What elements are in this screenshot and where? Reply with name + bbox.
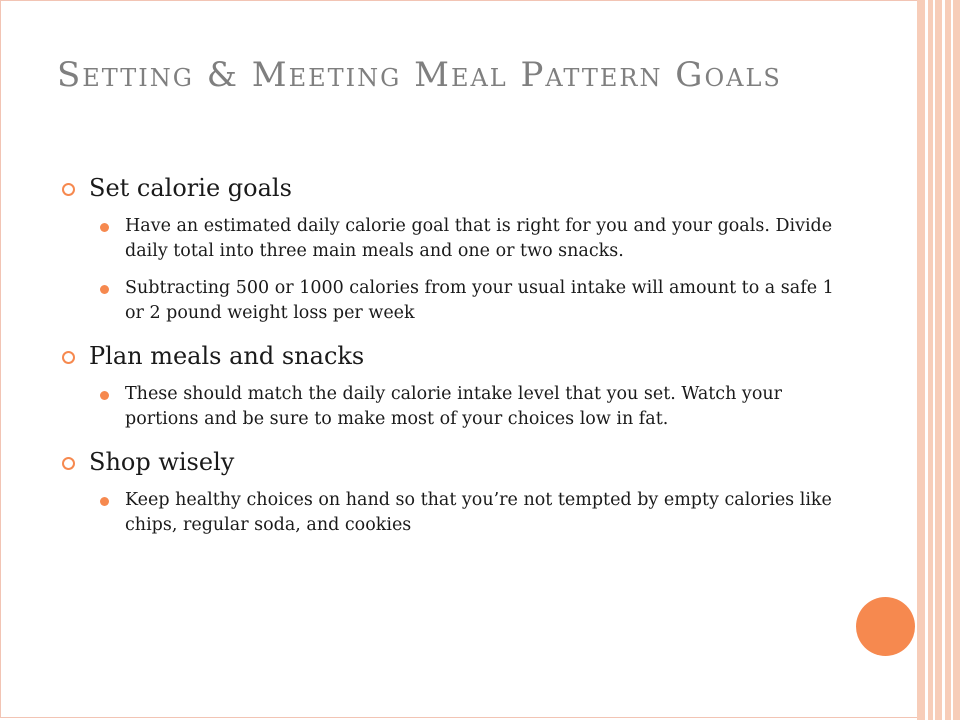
dot-bullet-icon	[100, 497, 109, 506]
bullet-text: Keep healthy choices on hand so that you’re not tempted by empty calories like chips, regular soda, and cookies	[125, 490, 832, 535]
bullet-text: These should match the daily calorie intake level that you set. Watch your portions and be sure to make most of your choices low in fat.	[125, 384, 782, 429]
slide-body	[62, 172, 852, 550]
section-heading	[62, 172, 852, 204]
bullet-item	[62, 382, 852, 432]
side-band-stripe	[925, 0, 928, 720]
section-heading-text: Shop wisely	[89, 448, 235, 476]
section-heading-text: Plan meals and snacks	[89, 342, 365, 370]
section-heading-text: Set calorie goals	[89, 174, 292, 202]
ring-bullet-icon	[62, 183, 75, 196]
bullet-text: Have an estimated daily calorie goal that is right for you and your goals. Divide daily total into three main meals and one or two snacks.	[125, 216, 833, 261]
dot-bullet-icon	[100, 391, 109, 400]
decorative-circle	[856, 597, 915, 656]
ring-bullet-icon	[62, 457, 75, 470]
slide-title: Setting & Meeting Meal Pattern Goals	[57, 55, 782, 95]
dot-bullet-icon	[100, 223, 109, 232]
bullet-item	[62, 276, 852, 326]
bullet-text: Subtracting 500 or 1000 calories from your usual intake will amount to a safe 1 or 2 pound weight loss per week	[125, 278, 834, 323]
dot-bullet-icon	[100, 285, 109, 294]
section-heading	[62, 340, 852, 372]
side-band-stripe	[951, 0, 953, 720]
section-heading	[62, 446, 852, 478]
bullet-item	[62, 214, 852, 264]
side-band-stripe	[933, 0, 935, 720]
side-band-stripe	[942, 0, 945, 720]
ring-bullet-icon	[62, 351, 75, 364]
decorative-side-band	[917, 0, 960, 720]
bullet-item	[62, 488, 852, 538]
